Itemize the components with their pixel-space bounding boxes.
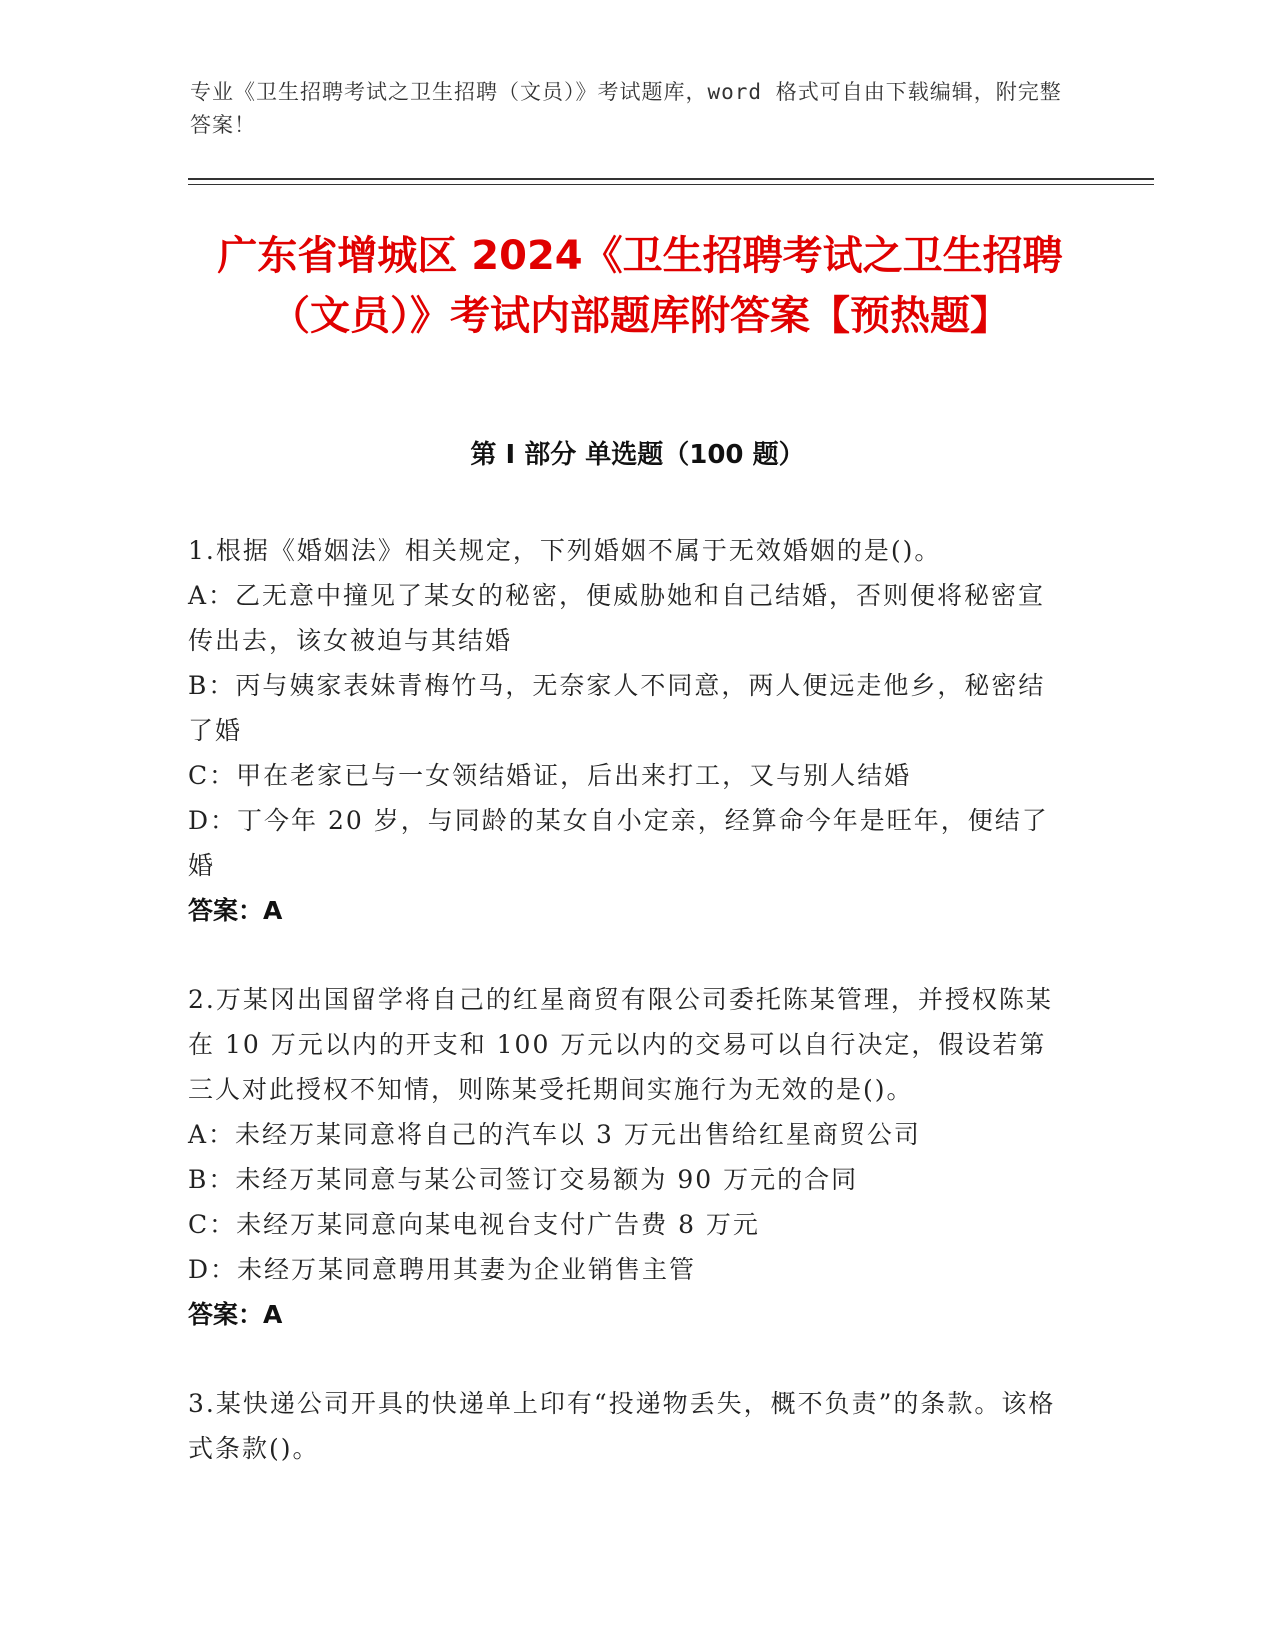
question-item (188, 1381, 1068, 1471)
answer-line: 答案：A (188, 1300, 283, 1329)
option-c: C：未经万某同意向某电视台支付广告费 8 万元 (188, 1210, 760, 1239)
option-b: B：丙与姨家表妹青梅竹马，无奈家人不同意，两人便远走他乡，秘密结了婚 (188, 671, 1046, 745)
header-note: 专业《卫生招聘考试之卫生招聘（文员）》考试题库，word 格式可自由下载编辑，附完整答案！ (190, 80, 1062, 137)
section-title: 第 I 部分 单选题（100 题） (470, 440, 805, 470)
option-d: D：未经万某同意聘用其妻为企业销售主管 (188, 1255, 697, 1284)
question-stem: 1.根据《婚姻法》相关规定，下列婚姻不属于无效婚姻的是()。 (188, 536, 942, 565)
option-d: D：丁今年 20 岁，与同龄的某女自小定亲，经算命今年是旺年，便结了婚 (188, 806, 1049, 880)
question-item (188, 977, 1068, 1337)
header-divider-thin (188, 184, 1154, 185)
question-list (188, 528, 1068, 1515)
answer-line: 答案：A (188, 896, 283, 925)
option-c: C：甲在老家已与一女领结婚证，后出来打工，又与别人结婚 (188, 761, 912, 790)
question-stem: 3.某快递公司开具的快递单上印有“投递物丢失，概不负责”的条款。该格式条款()。 (188, 1389, 1056, 1463)
option-a: A：未经万某同意将自己的汽车以 3 万元出售给红星商贸公司 (188, 1120, 921, 1149)
header-divider (188, 178, 1154, 180)
question-item (188, 528, 1068, 933)
document-title: 广东省增城区 2024《卫生招聘考试之卫生招聘（文员）》考试内部题库附答案【预热题】 (217, 233, 1063, 339)
question-stem: 2.万某冈出国留学将自己的红星商贸有限公司委托陈某管理，并授权陈某在 10 万元以内的开支和 100 万元以内的交易可以自行决定，假设若第三人对此授权不知情，则陈某受托期间实施行为无效的是()。 (188, 985, 1053, 1104)
option-b: B：未经万某同意与某公司签订交易额为 90 万元的合同 (188, 1165, 859, 1194)
option-a: A：乙无意中撞见了某女的秘密，便威胁她和自己结婚，否则便将秘密宣传出去，该女被迫与其结婚 (188, 581, 1046, 655)
